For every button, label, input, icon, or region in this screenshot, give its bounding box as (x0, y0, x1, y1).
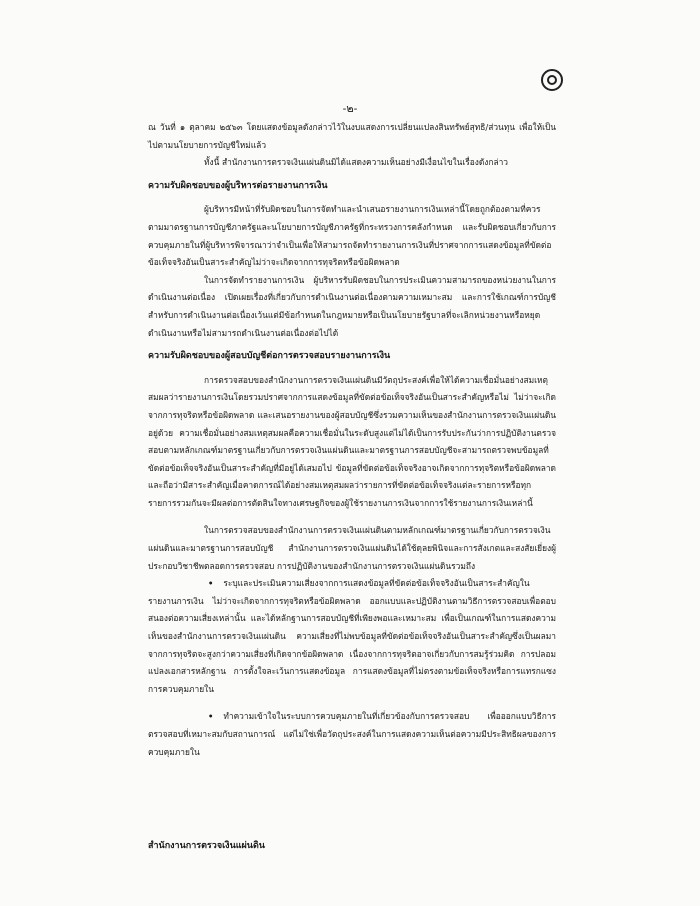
intro-line: ณ วันที่ ๑ ตุลาคม ๒๕๖๓ โดยแสดงข้อมูลดังกล่าวไว้ในงบแสดงการเปลี่ยนแปลงสินทรัพย์สุทธิ/ส่วนทุน เพื่อให้เป็นไปตามนโยบายการบัญชีใหม่แล้ว (148, 122, 556, 150)
bullet-item-risk (148, 575, 556, 698)
footer-office-name: สำนักงานการตรวจเงินแผ่นดิน (148, 841, 265, 851)
page-number: -๒- (342, 102, 358, 115)
section-heading-management: ความรับผิดชอบของผู้บริหารต่อรายงานการเงิน (148, 180, 328, 191)
bullet-icon: • (208, 711, 214, 722)
intro-note: ทั้งนี้ สำนักงานการตรวจเงินแผ่นดินมิได้แสดงความเห็นอย่างมีเงื่อนไขในเรื่องดังกล่าว (204, 157, 508, 168)
auditor-paragraph-2: ในการตรวจสอบของสำนักงานการตรวจเงินแผ่นดินตามหลักเกณฑ์มาตรฐานเกี่ยวกับการตรวจเงินแผ่นดินและมาตรฐานการสอบบัญชี สำนักงานการตรวจเงินแผ่นดินได้ใช้ดุลยพินิจและการสังเกตและสงสัยเยี่ยงผู้ประกอบวิชาชีพตลอดการตรวจสอบ การปฏิบัติงานของสำนักงานการตรวจเงินแผ่นดินรวมถึง (148, 525, 556, 571)
office-seal-icon (541, 69, 563, 91)
bullet-text-internal-control: ทำความเข้าใจในระบบการควบคุมภายในที่เกี่ยวข้องกับการตรวจสอบ เพื่อออกแบบวิธีการตรวจสอบที่เหมาะสมกับสถานการณ์ แต่ไม่ใช่เพื่อวัตถุประสงค์ในการแสดงความเห็นต่อความมีประสิทธิผลของการควบคุมภายใน (148, 711, 556, 757)
bullet-text-risk: ระบุและประเมินความเสี่ยงจากการแสดงข้อมูลที่ขัดต่อข้อเท็จจริงอันเป็นสาระสำคัญในรายงานการเงิน ไม่ว่าจะเกิดจากการทุจริตหรือข้อผิดพลาด ออกแบบและปฏิบัติงานตามวิธีการตรวจสอบเพื่อตอบสนองต่อความเสี่ยงเหล่านั้น และได้หลักฐานการสอบบัญชีที่เพียงพอและเหมาะสม เพื่อเป็นเกณฑ์ในการแสดงความเห็นของสำนักงานการตรวจเงินแผ่นดิน ความเสี่ยงที่ไม่พบข้อมูลที่ขัดต่อข้อเท็จจริงอันเป็นสาระสำคัญซึ่งเป็นผลมาจากการทุจริตจะสูงกว่าความเสี่ยงที่เกิดจากข้อผิดพลาด เนื่องจากการทุจริตอาจเกี่ยวกับการสมรู้ร่วมคิด การปลอมแปลงเอกสารหลักฐาน การตั้งใจละเว้นการแสดงข้อมูล การแสดงข้อมูลที่ไม่ตรงตามข้อเท็จจริงหรือการแทรกแซงการควบคุมภายใน (148, 578, 556, 694)
management-paragraph-1: ผู้บริหารมีหน้าที่รับผิดชอบในการจัดทำและนำเสนอรายงานการเงินเหล่านี้โดยถูกต้องตามที่ควรตามมาตรฐานการบัญชีภาครัฐและนโยบายการบัญชีภาครัฐที่กระทรวงการคลังกำหนด และรับผิดชอบเกี่ยวกับการควบคุมภายในที่ผู้บริหารพิจารณาว่าจำเป็นเพื่อให้สามารถจัดทำรายงานการเงินที่ปราศจากการแสดงข้อมูลที่ขัดต่อข้อเท็จจริงอันเป็นสาระสำคัญไม่ว่าจะเกิดจากการทุจริตหรือข้อผิดพลาด (148, 204, 556, 268)
section-heading-auditor: ความรับผิดชอบของผู้สอบบัญชีต่อการตรวจสอบรายงานการเงิน (148, 351, 391, 362)
bullet-item-internal-control (148, 708, 556, 761)
document-body (148, 119, 556, 761)
management-paragraph-2: ในการจัดทำรายงานการเงิน ผู้บริหารรับผิดชอบในการประเมินความสามารถของหน่วยงานในการดำเนินงานต่อเนื่อง เปิดเผยเรื่องที่เกี่ยวกับการดำเนินงานต่อเนื่องตามความเหมาะสม และการใช้เกณฑ์การบัญชีสำหรับการดำเนินงานต่อเนื่องเว้นแต่มีข้อกำหนดในกฎหมายหรือเป็นนโยบายรัฐบาลที่จะเลิกหน่วยงานหรือหยุดดำเนินงานหรือไม่สามารถดำเนินงานต่อเนื่องต่อไปได้ (148, 274, 556, 338)
bullet-icon: • (208, 578, 214, 589)
auditor-paragraph-1: การตรวจสอบของสำนักงานการตรวจเงินแผ่นดินมีวัตถุประสงค์เพื่อให้ได้ความเชื่อมั่นอย่างสมเหตุสมผลว่ารายงานการเงินโดยรวมปราศจากการแสดงข้อมูลที่ขัดต่อข้อเท็จจริงอันเป็นสาระสำคัญหรือไม่ ไม่ว่าจะเกิดจากการทุจริตหรือข้อผิดพลาด และเสนอรายงานของผู้สอบบัญชีซึ่งรวมความเห็นของสำนักงานการตรวจเงินแผ่นดินอยู่ด้วย ความเชื่อมั่นอย่างสมเหตุสมผลคือความเชื่อมั่นในระดับสูงแต่ไม่ได้เป็นการรับประกันว่าการปฏิบัติงานตรวจสอบตามหลักเกณฑ์มาตรฐานเกี่ยวกับการตรวจเงินแผ่นดินและมาตรฐานการสอบบัญชีจะสามารถตรวจพบข้อมูลที่ขัดต่อข้อเท็จจริงอันเป็นสาระสำคัญที่มีอยู่ได้เสมอไป ข้อมูลที่ขัดต่อข้อเท็จจริงอาจเกิดจากการทุจริตหรือข้อผิดพลาด และถือว่ามีสาระสำคัญเมื่อคาดการณ์ได้อย่างสมเหตุสมผลว่ารายการที่ขัดต่อข้อเท็จจริงแต่ละรายการหรือทุกรายการรวมกันจะมีผลต่อการตัดสินใจทางเศรษฐกิจของผู้ใช้รายงานการเงินจากการใช้รายงานการเงินเหล่านี้ (148, 374, 556, 508)
